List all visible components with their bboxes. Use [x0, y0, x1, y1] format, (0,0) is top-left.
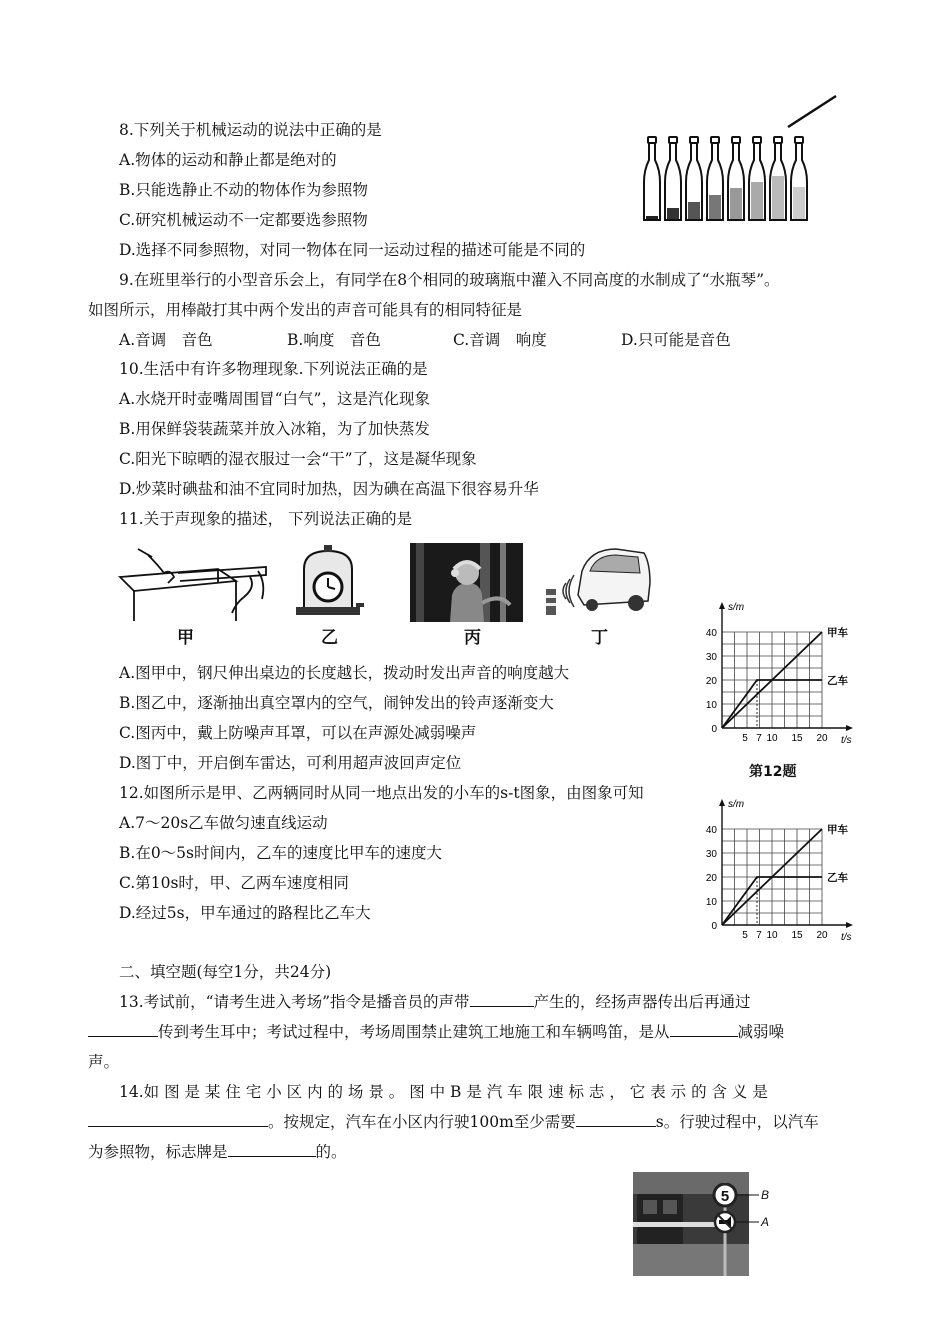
x-tick-label: 7 — [756, 930, 762, 941]
figure-yi-bell-jar — [292, 543, 364, 618]
q12-option-c: C.第10s时，甲、乙两车速度相同 — [119, 874, 349, 892]
bottle-2 — [665, 137, 681, 220]
q13-text-1: 13.考试前，“请考生进入考场”指令是播音员的声带 — [119, 993, 470, 1011]
q12-option-d: D.经过5s，甲车通过的路程比乙车大 — [119, 904, 371, 922]
label-a: A — [761, 1215, 770, 1229]
q14-line1: 14.如 图 是 某 住 宅 小 区 内 的 场 景 。 图 中 B 是 汽 车 限 速 标 志 ， 它 表 示 的 含 义 是 — [119, 1083, 768, 1101]
figure-label-yi: 乙 — [321, 628, 338, 648]
x-axis-label: t/s — [841, 932, 852, 943]
q9-option-a: A.音调 音色 — [119, 331, 213, 349]
q14-blank-2[interactable] — [576, 1112, 656, 1127]
q14-blank-1[interactable] — [88, 1112, 268, 1127]
q14-text-5: 的。 — [315, 1143, 347, 1161]
q8-option-c: C.研究机械运动不一定都要选参照物 — [119, 211, 368, 229]
q9-option-b: B.响度 音色 — [287, 331, 381, 349]
q13-blank-2[interactable] — [88, 1022, 158, 1037]
q13-blank-1[interactable] — [470, 992, 534, 1007]
q12-option-b: B.在0～5s时间内，乙车的速度比甲车的速度大 — [119, 844, 442, 862]
x-tick-label: 20 — [816, 930, 828, 941]
q9-option-c: C.音调 响度 — [453, 331, 547, 349]
q8-stem: 8.下列关于机械运动的说法中正确的是 — [119, 121, 382, 139]
x-tick-label: 15 — [791, 733, 803, 744]
y-axis-arrow — [719, 799, 725, 806]
q14-text-4: 为参照物，标志牌是 — [88, 1143, 228, 1161]
figure-label-bing: 丙 — [464, 628, 481, 648]
y-tick-label: 30 — [705, 849, 717, 860]
bottle-6 — [749, 137, 765, 220]
q11-option-d: D.图丁中，开启倒车雷达，可利用超声波回声定位 — [119, 754, 462, 772]
y-tick-label: 10 — [705, 897, 717, 908]
st-graph-2 — [697, 795, 867, 943]
q13-text-4: 减弱噪 — [737, 1023, 785, 1041]
q8-option-a: A.物体的运动和静止都是绝对的 — [119, 151, 337, 169]
section-2-title: 二、填空题(每空1分，共24分) — [119, 963, 332, 981]
q10-option-d: D.炒菜时碘盐和油不宜同时加热，因为碘在高温下很容易升华 — [119, 480, 539, 498]
st-graph-1 — [697, 598, 867, 746]
q14-line2 — [88, 1112, 819, 1132]
bottle-5 — [728, 137, 744, 220]
series-label-yi: 乙车 — [827, 675, 848, 687]
x-tick-label: 5 — [742, 733, 748, 744]
q12-stem: 12.如图所示是甲、乙两辆同时从同一地点出发的小车的s-t图象，由图象可知 — [119, 784, 644, 802]
figure-bing-ear-muffs — [410, 543, 523, 622]
figure-ding-reversing-radar — [540, 543, 652, 620]
series-label-yi: 乙车 — [827, 872, 848, 884]
q8-option-d: D.选择不同参照物，对同一物体在同一运动过程的描述可能是不同的 — [119, 241, 586, 259]
y-axis-label: s/m — [728, 799, 745, 810]
q13-line1 — [119, 992, 751, 1012]
q13-text-5: 声。 — [88, 1053, 120, 1071]
water-bottles-figure — [638, 90, 848, 225]
y-tick-label: 40 — [705, 628, 717, 639]
y-axis-arrow — [719, 602, 725, 609]
q9-option-d: D.只可能是音色 — [621, 331, 731, 349]
figure-jia-ruler — [118, 543, 268, 623]
y-tick-label: 10 — [705, 700, 717, 711]
q13-line2 — [88, 1022, 784, 1042]
q11-option-b: B.图乙中，逐渐抽出真空罩内的空气，闹钟发出的铃声逐渐变大 — [119, 694, 554, 712]
figure-label-ding: 丁 — [591, 628, 608, 648]
bottle-4 — [707, 137, 723, 220]
x-tick-label: 15 — [791, 930, 803, 941]
figure-label-jia: 甲 — [177, 628, 194, 648]
y-tick-label: 30 — [705, 652, 717, 663]
bottle-1 — [644, 137, 660, 220]
q11-option-a: A.图甲中，钢尺伸出桌边的长度越长，拨动时发出声音的响度越大 — [119, 664, 570, 682]
x-axis-arrow — [846, 725, 853, 731]
q9-stem-line2: 如图所示，用棒敲打其中两个发出的声音可能具有的相同特征是 — [88, 301, 523, 319]
y-axis-label: s/m — [728, 602, 745, 613]
series-label-jia: 甲车 — [827, 627, 848, 639]
bottle-7 — [770, 137, 786, 220]
q11-option-c: C.图丙中，戴上防噪声耳罩，可以在声源处减弱噪声 — [119, 724, 477, 742]
q13-text-3: 传到考生耳中；考试过程中，考场周围禁止建筑工地施工和车辆鸣笛，是从 — [158, 1023, 670, 1041]
q12-figure-caption: 第12题 — [749, 764, 797, 780]
series-label-jia: 甲车 — [827, 824, 848, 836]
q14-street-photo — [633, 1172, 783, 1278]
q10-option-a: A.水烧开时壶嘴周围冒“白气”，这是汽化现象 — [119, 390, 430, 408]
x-axis-label: t/s — [841, 735, 852, 746]
y-tick-label: 40 — [705, 825, 717, 836]
q13-text-2: 产生的，经扬声器传出后再通过 — [533, 993, 751, 1011]
speed-limit-number: 5 — [720, 1188, 730, 1205]
origin-label: 0 — [711, 724, 717, 735]
q11-stem: 11.关于声现象的描述， 下列说法正确的是 — [119, 510, 413, 528]
q10-option-c: C.阳光下晾晒的湿衣服过一会“干”了，这是凝华现象 — [119, 450, 477, 468]
origin-label: 0 — [711, 921, 717, 932]
bottle-8 — [791, 137, 807, 220]
label-b: B — [761, 1188, 770, 1202]
q14-text-2: 。按规定，汽车在小区内行驶100m至少需要 — [268, 1113, 576, 1131]
q12-option-a: A.7～20s乙车做匀速直线运动 — [119, 814, 328, 832]
q14-blank-3[interactable] — [228, 1142, 316, 1157]
striking-stick — [788, 96, 836, 127]
x-tick-label: 5 — [742, 930, 748, 941]
q13-blank-3[interactable] — [670, 1022, 738, 1037]
q8-option-b: B.只能选静止不动的物体作为参照物 — [119, 181, 368, 199]
x-tick-label: 7 — [756, 733, 762, 744]
x-axis-arrow — [846, 922, 853, 928]
y-tick-label: 20 — [705, 676, 717, 687]
q10-option-b: B.用保鲜袋装蔬菜并放入冰箱，为了加快蒸发 — [119, 420, 430, 438]
x-tick-label: 20 — [816, 733, 828, 744]
x-tick-label: 10 — [766, 733, 778, 744]
q10-stem: 10.生活中有许多物理现象.下列说法正确的是 — [119, 360, 428, 378]
bottle-3 — [686, 137, 702, 220]
q14-text-3: s。行驶过程中，以汽车 — [655, 1113, 819, 1131]
q9-stem-line1: 9.在班里举行的小型音乐会上，有同学在8个相同的玻璃瓶中灌入不同高度的水制成了“水瓶琴”。 — [119, 271, 780, 289]
y-tick-label: 20 — [705, 873, 717, 884]
q14-line3 — [88, 1142, 347, 1162]
x-tick-label: 10 — [766, 930, 778, 941]
